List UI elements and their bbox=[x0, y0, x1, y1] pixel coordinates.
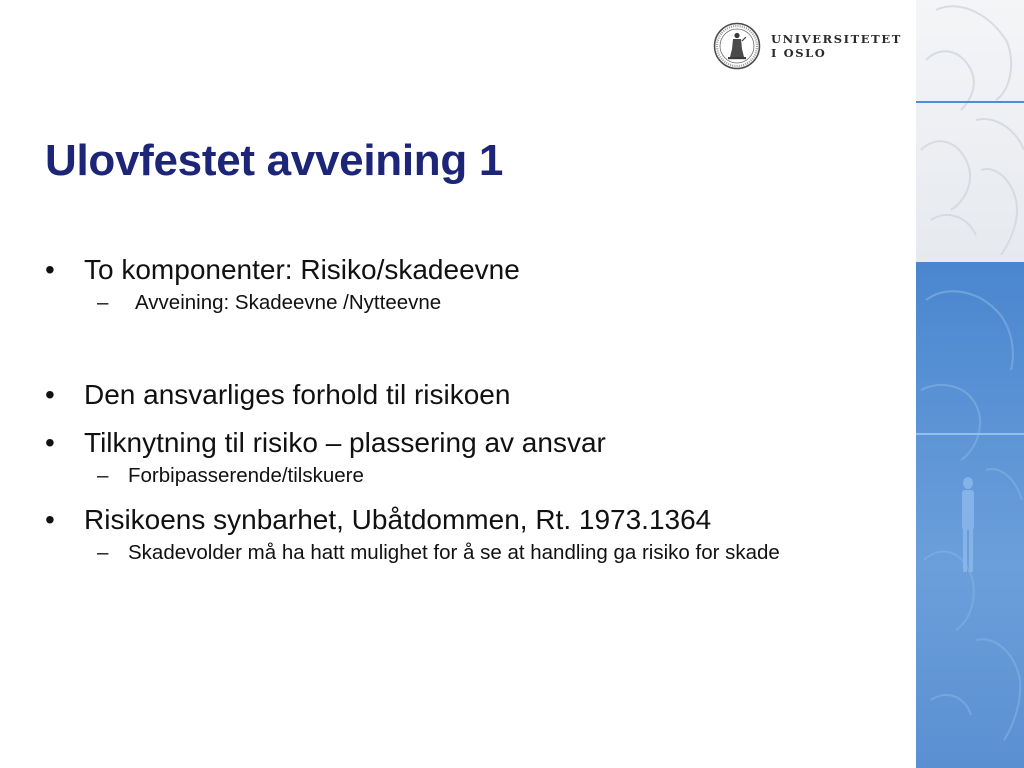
bullet-marker: • bbox=[45, 427, 55, 458]
bullet-text: Risikoens synbarhet, Ubåtdommen, Rt. 1973.1364 bbox=[84, 504, 712, 535]
bullet-marker: • bbox=[45, 254, 55, 285]
sub-bullet-item bbox=[45, 288, 905, 317]
dash-marker: – bbox=[97, 464, 109, 487]
dash-marker: – bbox=[97, 541, 109, 564]
bullet-item bbox=[45, 377, 905, 413]
strip-divider-bottom bbox=[916, 433, 1024, 435]
decorative-side-strip bbox=[916, 0, 1024, 768]
bullet-list bbox=[45, 252, 905, 567]
slide-title: Ulovfestet avveining 1 bbox=[45, 136, 503, 185]
spacer bbox=[45, 413, 905, 425]
logo-wordmark bbox=[771, 32, 902, 60]
logo-line-1: UNIVERSITETET bbox=[771, 32, 902, 46]
sub-bullet-text: Forbipasserende/tilskuere bbox=[128, 464, 364, 487]
sub-bullet-text: Avveining: Skadeevne /Nytteevne bbox=[135, 291, 442, 314]
bullet-text: Tilknytning til risiko – plassering av ansvar bbox=[84, 427, 606, 458]
sub-bullet-text: Skadevolder må ha hatt mulighet for å se at handling ga risiko for skade bbox=[128, 541, 780, 564]
spacer bbox=[45, 490, 905, 502]
spacer bbox=[45, 317, 905, 377]
sub-bullet-item bbox=[45, 461, 905, 490]
statue-watermark-icon bbox=[916, 0, 1024, 768]
logo-line-2: I OSLO bbox=[771, 46, 827, 60]
university-seal-icon bbox=[713, 22, 761, 70]
bullet-item bbox=[45, 425, 905, 461]
bullet-item bbox=[45, 502, 905, 538]
university-logo bbox=[713, 20, 902, 72]
bullet-marker: • bbox=[45, 379, 55, 410]
bullet-marker: • bbox=[45, 504, 55, 535]
bullet-text: Den ansvarliges forhold til risikoen bbox=[84, 379, 511, 410]
strip-divider-top bbox=[916, 101, 1024, 103]
dash-marker: – bbox=[97, 291, 109, 314]
sub-bullet-item bbox=[45, 538, 828, 567]
bullet-text: To komponenter: Risiko/skadeevne bbox=[84, 254, 520, 285]
bullet-item bbox=[45, 252, 905, 288]
